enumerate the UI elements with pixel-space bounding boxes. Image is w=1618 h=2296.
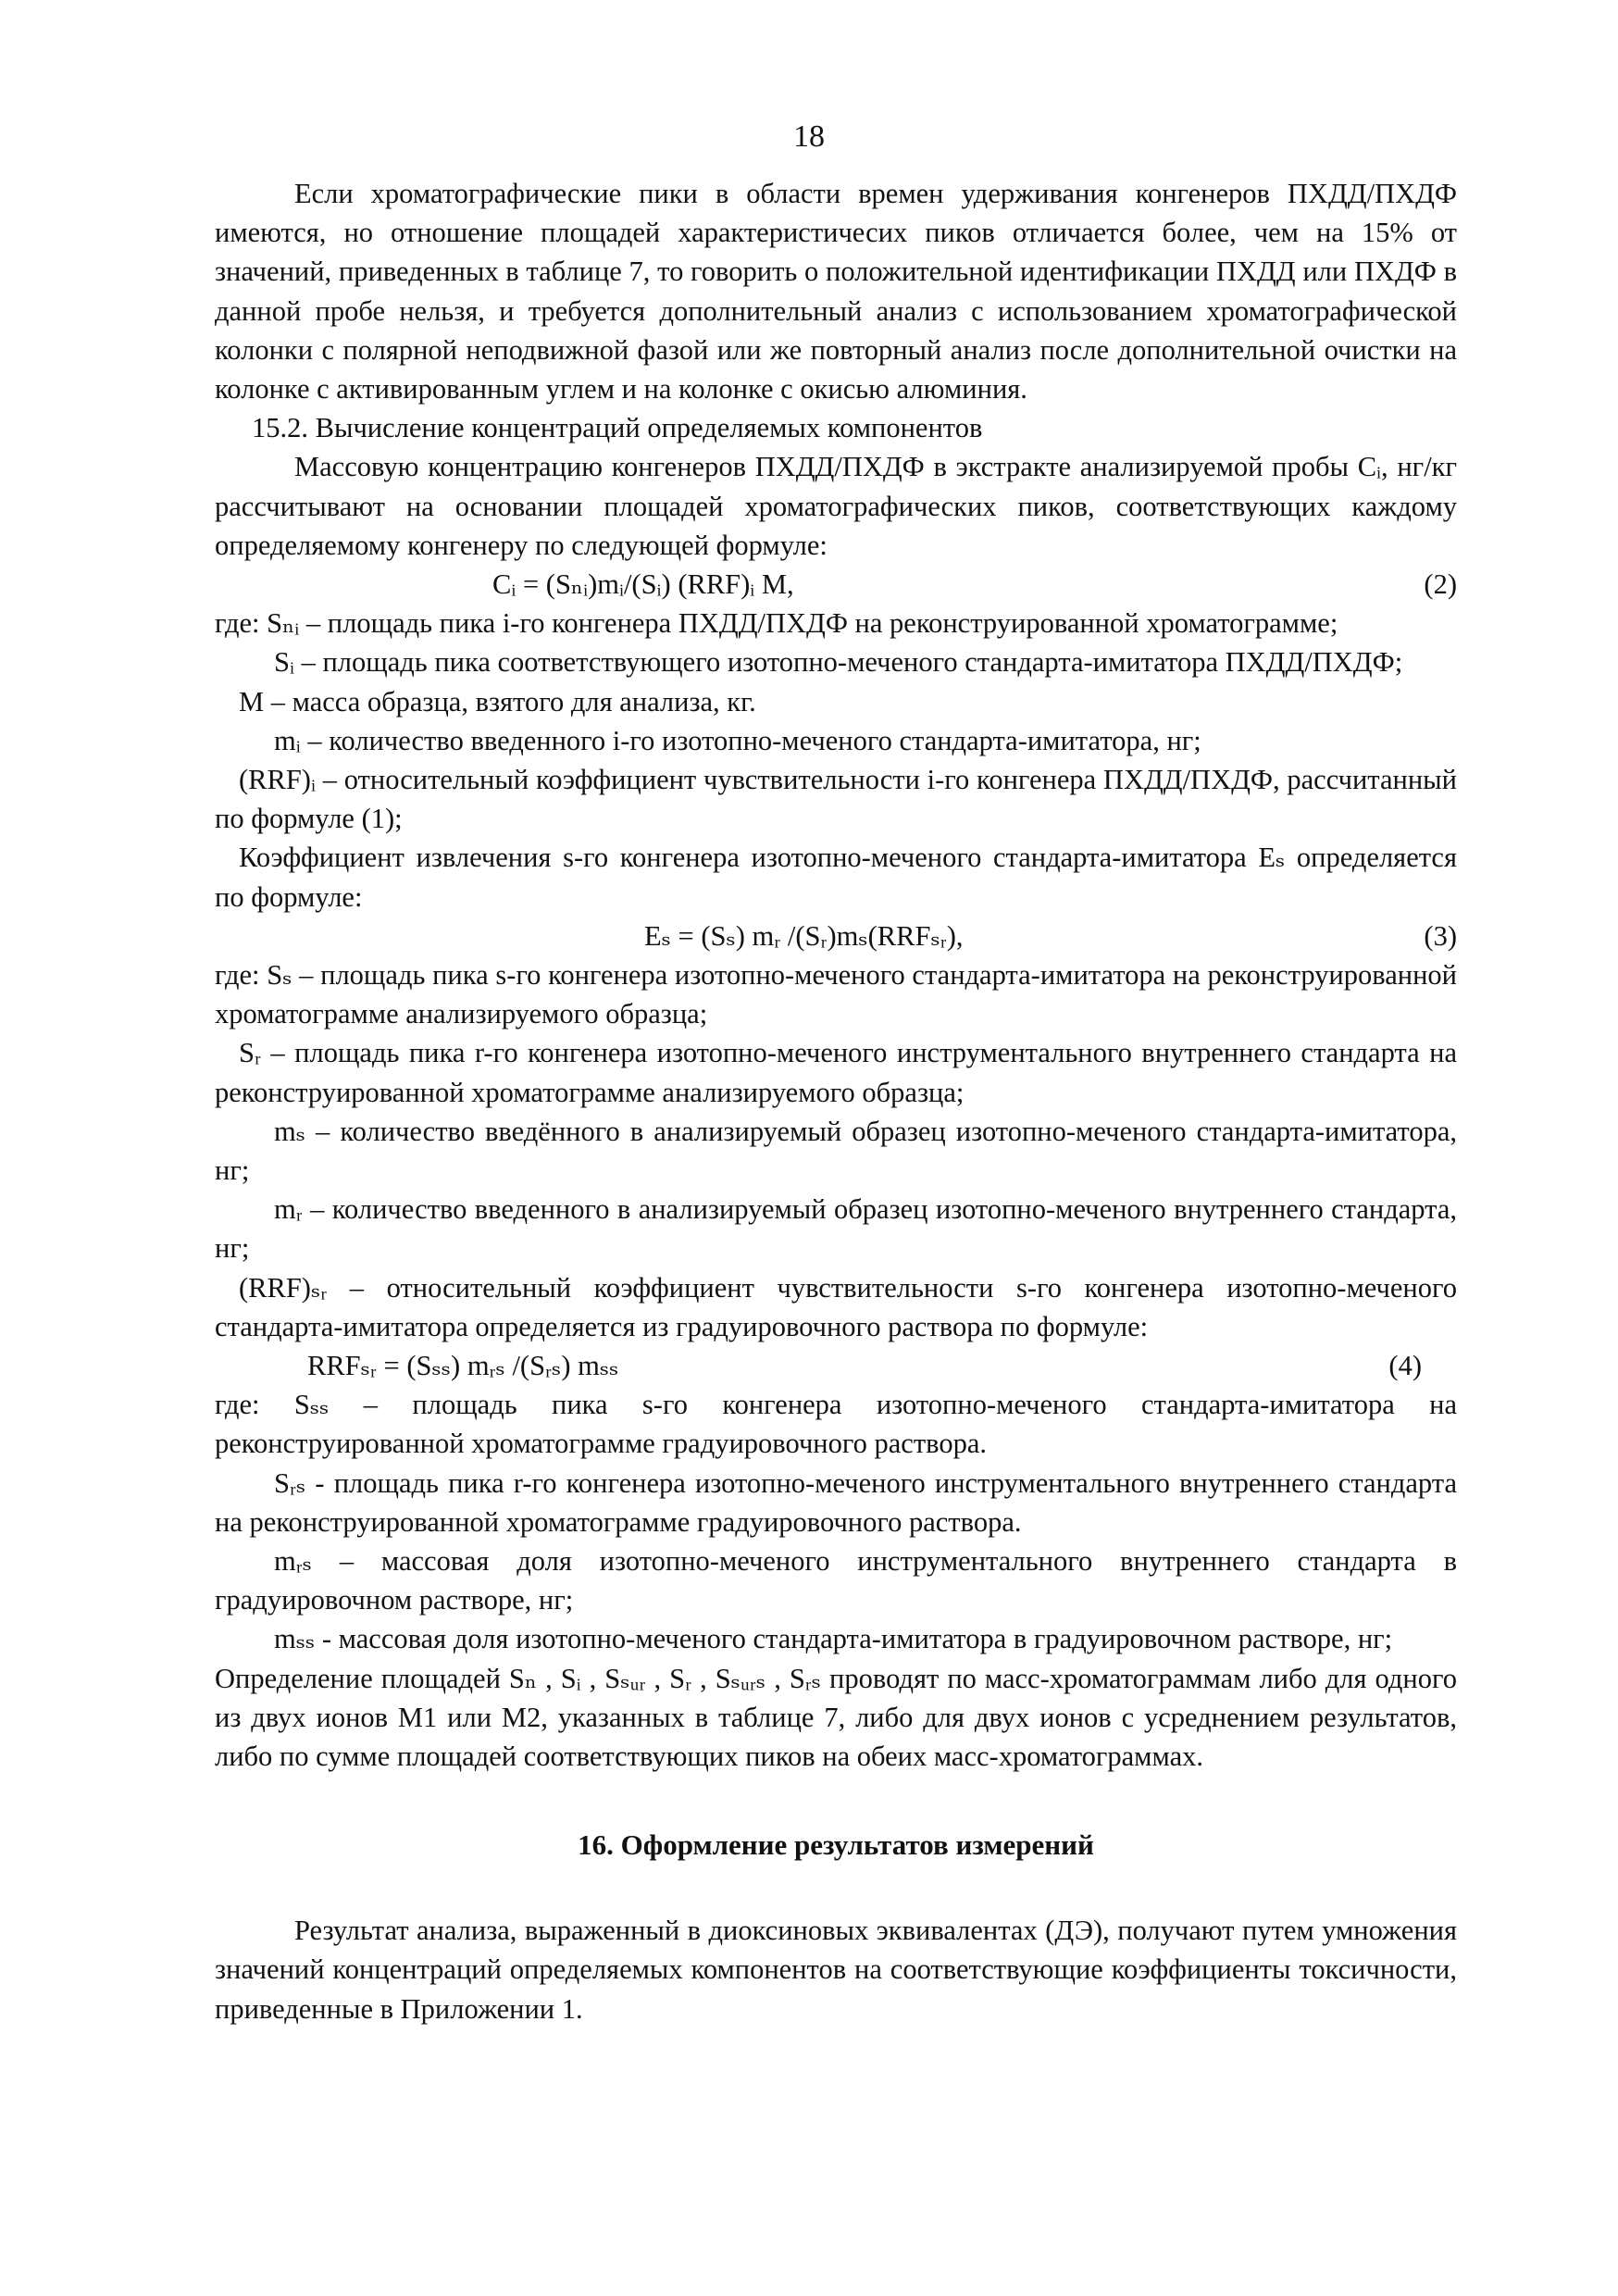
section-16-paragraph: Результат анализа, выраженный в диоксиновых эквивалентах (ДЭ), получают путем умножения значений концентраций определяемых компонентов на соответствующие коэффициенты токсичности, приведенные в Приложении 1. — [215, 1915, 1457, 2025]
definition-m: М – масса образца, взятого для анализа, кг. — [239, 685, 756, 718]
page-content — [215, 174, 1457, 2028]
formula-2-expression: Cᵢ = (Sₙᵢ)mᵢ/(Sᵢ) (RRF)ᵢ M, — [492, 568, 794, 601]
formula-4-number: (4) — [1388, 1350, 1422, 1382]
definition-rrf-sr: (RRF)ₛᵣ – относительный коэффициент чувствительности s-го конгенера изотопно-меченого стандарта-имитатора определяется из градуировочного раствора по формуле: — [215, 1271, 1457, 1342]
formula-4-expression: RRFₛᵣ = (Sₛₛ) mᵣₛ /(Sᵣₛ) mₛₛ — [307, 1350, 619, 1382]
paragraph-identification: Если хроматографические пики в области времен удерживания конгенеров ПХДД/ПХДФ имеются, но отношение площадей характеристичесих пиков отличается более, чем на 15% от значений, приведенных в таблице 7, то говорить о положительной идентификации ПХДД или ПХДФ в данной пробе нельзя, и требуется дополнительный анализ с использованием хроматографической колонки с полярной неподвижной фазой или же повторный анализ после дополнительной очистки на колонке с активированным углем и на колонке с окисью алюминия. — [215, 178, 1457, 406]
formula-3-expression: Eₛ = (Sₛ) mᵣ /(Sᵣ)mₛ(RRFₛᵣ), — [644, 919, 964, 952]
definition-mi: mᵢ – количество введенного i-го изотопно-меченого стандарта-имитатора, нг; — [274, 724, 1201, 756]
definition-ms: mₛ – количество введённого в анализируемый образец изотопно-меченого стандарта-имитатора, нг; — [215, 1115, 1457, 1187]
definition-mr: mᵣ – количество введенного в анализируемый образец изотопно-меченого внутреннего стандарта, нг; — [215, 1193, 1457, 1265]
definition-rrf-i: (RRF)ᵢ – относительный коэффициент чувствительности i-го конгенера ПХДД/ПХДФ, рассчитанный по формуле (1); — [215, 764, 1457, 835]
formula-2-number: (2) — [1424, 568, 1457, 601]
formula-2 — [215, 565, 1457, 604]
paragraph-extraction-coefficient: Коэффициент извлечения s-го конгенера изотопно-меченого стандарта-имитатора Eₛ определяется по формуле: — [215, 842, 1457, 913]
definition-srs: Sᵣₛ - площадь пика r-го конгенера изотопно-меченого инструментального внутреннего стандарта на реконструированной хроматограмме градуировочного раствора. — [215, 1466, 1457, 1538]
formula-3 — [215, 917, 1457, 955]
definition-sni: где: Sₙᵢ – площадь пика i-го конгенера ПХДД/ПХДФ на реконструированной хроматограмме; — [215, 607, 1338, 640]
definition-mss: mₛₛ - массовая доля изотопно-меченого стандарта-имитатора в градуировочном растворе, нг; — [274, 1623, 1393, 1655]
section-16-heading: 16. Оформление результатов измерений — [578, 1828, 1094, 1862]
paragraph-area-determination: Определение площадей Sₙ , Sᵢ , Sₛᵤᵣ , Sᵣ , Sₛᵤᵣₛ , Sᵣₛ проводят по масс-хроматограммам либо для одного из двух ионов M1 или M2, указанных в таблице 7, либо для двух ионов с усреднением результатов, либо по сумме площадей соответствующих пиков на обеих масс-хроматограммах. — [215, 1662, 1457, 1773]
page-number: 18 — [793, 119, 825, 154]
formula-4 — [215, 1346, 1457, 1385]
paragraph-mass-concentration: Массовую концентрацию конгенеров ПХДД/ПХДФ в экстракте анализируемой пробы Cᵢ, нг/кг рассчитывают на основании площадей хроматографических пиков, соответствующих каждому определяемому конгенеру по следующей формуле: — [215, 451, 1457, 561]
definition-ss: где: Sₛ – площадь пика s-го конгенера изотопно-меченого стандарта-имитатора на реконструированной хроматограмме анализируемого образца; — [215, 959, 1457, 1030]
definition-mrs: mᵣₛ – массовая доля изотопно-меченого инструментального внутреннего стандарта в градуировочном растворе, нг; — [215, 1545, 1457, 1616]
definition-sss: где: Sₛₛ – площадь пика s-го конгенера изотопно-меченого стандарта-имитатора на реконструированной хроматограмме градуировочного раствора. — [215, 1389, 1457, 1460]
definition-sr: Sᵣ – площадь пика r-го конгенера изотопно-меченого инструментального внутреннего стандарта на реконструированной хроматограмме анализируемого образца; — [215, 1037, 1457, 1108]
subsection-heading-15-2: 15.2. Вычисление концентраций определяемых компонентов — [252, 412, 983, 444]
definition-si: Sᵢ – площадь пика соответствующего изотопно-меченого стандарта-имитатора ПХДД/ПХДФ; — [274, 646, 1403, 679]
formula-3-number: (3) — [1424, 919, 1457, 952]
